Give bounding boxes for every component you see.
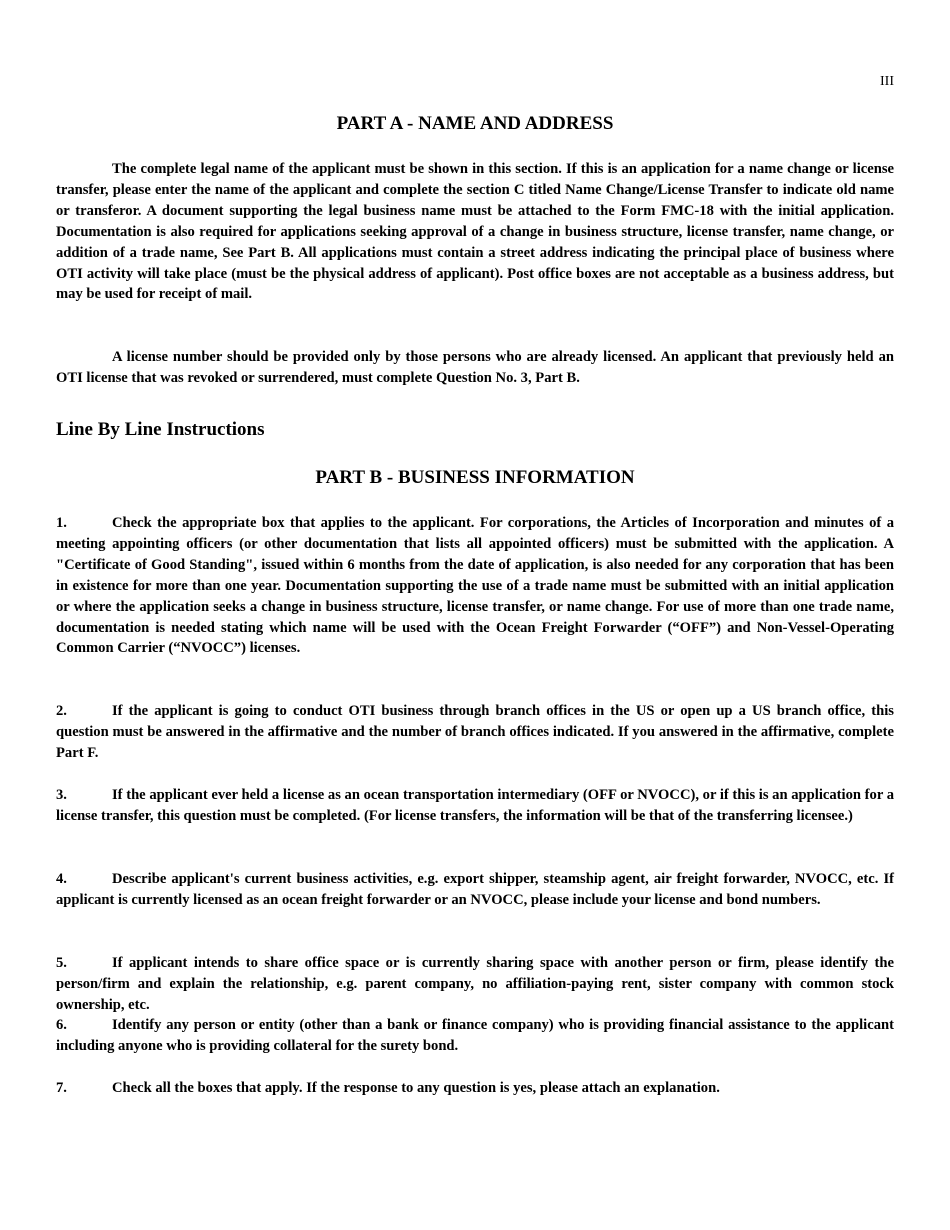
part-b-item-4 [56,869,894,911]
part-b-item-1 [56,513,894,659]
item-text: If applicant intends to share office space or is currently sharing space with another person or firm, please identify the person/firm and explain the relationship, e.g. parent company, no affiliation-paying rent, sister company with common stock ownership, etc. [56,955,894,1013]
part-a-heading: PART A - NAME AND ADDRESS [336,113,614,134]
item-text: Describe applicant's current business activities, e.g. export shipper, steamship agent, air freight forwarder, NVOCC, etc. If applicant is currently licensed as an ocean freight forwarder or an NVOCC, please include your license and bond numbers. [56,871,894,908]
part-b-heading: PART B - BUSINESS INFORMATION [315,467,635,488]
item-number: 7. [56,1080,67,1096]
part-a-paragraph-1: The complete legal name of the applicant must be shown in this section. If this is an application for a name change or license transfer, please enter the name of the applicant and complete the section C titled Name Change/License Transfer to indicate old name or transferor. A document supporting the legal business name must be attached to the Form FMC-18 with the initial application. Documentation is also required for applications seeking approval of a change in business structure, license transfer, name change, or addition of a trade name, See Part B. All applications must contain a street address indicating the principal place of business where OTI activity will take place (must be the physical address of applicant). Post office boxes are not acceptable as a business address, but may be used for receipt of mail. [56,161,894,303]
item-text: Check the appropriate box that applies to the applicant. For corporations, the Articles of Incorporation and minutes of a meeting appointing officers (or other documentation that lists all appointed officers) must be submitted with the application. A "Certificate of Good Standing", issued within 6 months from the date of application, is also needed for any corporation that has been in existence for more than one year. Documentation supporting the use of a trade name must be submitted with an initial application or where the application seeks a change in business structure, license transfer, or name change. For use of more than one trade name, documentation is needed stating which name will be used with the Ocean Freight Forwarder (“OFF”) and Non-Vessel-Operating Common Carrier (“NVOCC”) licenses. [56,515,894,657]
line-by-line-heading: Line By Line Instructions [56,419,265,440]
part-b-item-3 [56,785,894,827]
part-b-item-2 [56,701,894,764]
item-number: 2. [56,703,67,719]
part-b-item-7 [56,1078,894,1099]
page-number: III [880,74,894,89]
item-number: 5. [56,955,67,971]
part-b-item-5 [56,953,894,1016]
item-text: If the applicant is going to conduct OTI business through branch offices in the US or open up a US branch office, this question must be answered in the affirmative and the number of branch offices indicated. If you answered in the affirmative, complete Part F. [56,703,894,761]
item-number: 1. [56,515,67,531]
item-number: 4. [56,871,67,887]
part-a-paragraph-2: A license number should be provided only by those persons who are already licensed. An applicant that previously held an OTI license that was revoked or surrendered, must complete Question No. 3, Part B. [56,349,894,386]
item-text: If the applicant ever held a license as an ocean transportation intermediary (OFF or NVOCC), or if this is an application for a license transfer, this question must be completed. (For license transfers, the information will be that of the transferring licensee.) [56,787,894,824]
item-text: Identify any person or entity (other than a bank or finance company) who is providing financial assistance to the applicant including anyone who is providing collateral for the surety bond. [56,1017,894,1054]
item-number: 3. [56,787,67,803]
item-text: Check all the boxes that apply. If the response to any question is yes, please attach an explanation. [112,1080,720,1096]
part-b-item-6 [56,1015,894,1057]
item-number: 6. [56,1017,67,1033]
